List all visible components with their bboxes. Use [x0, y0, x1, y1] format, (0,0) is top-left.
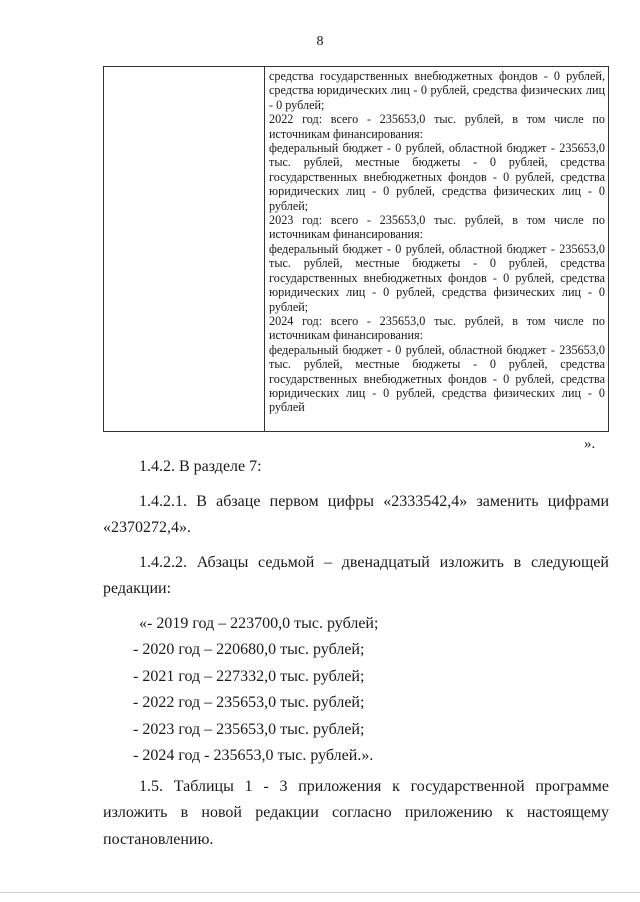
document-body	[103, 454, 609, 853]
list-item: - 2020 год – 220680,0 тыс. рублей;	[133, 641, 365, 658]
list-item: «- 2019 год – 223700,0 тыс. рублей;	[139, 614, 379, 632]
paragraph: 1.4.2. В разделе 7:	[139, 458, 262, 475]
bottom-divider	[0, 892, 640, 893]
table-closing-quote: ».	[584, 436, 596, 452]
paragraph: 1.4.2.1. В абзаце первом цифры «2333542,4» заменить цифрами «2370272,4».	[103, 492, 609, 536]
table-cell-line: 2022 год: всего - 235653,0 тыс. рублей, в том числе по источникам финансирования:	[269, 112, 605, 141]
list-item: - 2024 год - 235653,0 тыс. рублей.».	[133, 747, 374, 764]
table-cell-line: 2024 год: всего - 235653,0 тыс. рублей, в том числе по источникам финансирования:	[269, 313, 605, 343]
paragraph: 1.4.2.2. Абзацы седьмой – двенадцатый изложить в следующей редакции:	[103, 553, 609, 597]
table-cell-line: федеральный бюджет - 0 рублей, областной бюджет - 235653,0 тыс. рублей, местные бюджеты - 0 рублей, средства государственных внебюджетных фондов - 0 рублей, средства юридических лиц - 0 рублей, средства физических лиц - 0 рублей;	[269, 141, 605, 213]
page-number: 8	[316, 34, 324, 49]
table-cell-line: 2023 год: всего - 235653,0 тыс. рублей, в том числе по источникам финансирования:	[269, 213, 605, 242]
table-cell-line: федеральный бюджет - 0 рублей, областной бюджет - 235653,0 тыс. рублей, местные бюджеты - 0 рублей, средства государственных внебюджетных фондов - 0 рублей, средства юридических лиц - 0 рублей, средства физических лиц - 0 рублей;	[269, 241, 605, 314]
table-cell-line: федеральный бюджет - 0 рублей, областной бюджет - 235653,0 тыс. рублей, местные бюджеты - 0 рублей, средства государственных внебюджетных фондов - 0 рублей, средства юридических лиц - 0 рублей, средства физических лиц - 0 рублей	[269, 342, 605, 415]
funding-table-fragment	[103, 66, 609, 432]
table-right-cell	[265, 67, 608, 431]
list-item: - 2023 год – 235653,0 тыс. рублей;	[133, 720, 365, 738]
paragraph: 1.5. Таблицы 1 - 3 приложения к государственной программе изложить в новой редакции согласно приложению к настоящему постановлению.	[103, 777, 609, 848]
table-cell-line: средства государственных внебюджетных фондов - 0 рублей, средства юридических лиц - 0 рублей, средства физических лиц - 0 рублей;	[269, 69, 605, 112]
table-left-cell	[104, 67, 265, 431]
list-item: - 2022 год – 235653,0 тыс. рублей;	[133, 694, 365, 711]
list-item: - 2021 год – 227332,0 тыс. рублей;	[133, 667, 365, 685]
